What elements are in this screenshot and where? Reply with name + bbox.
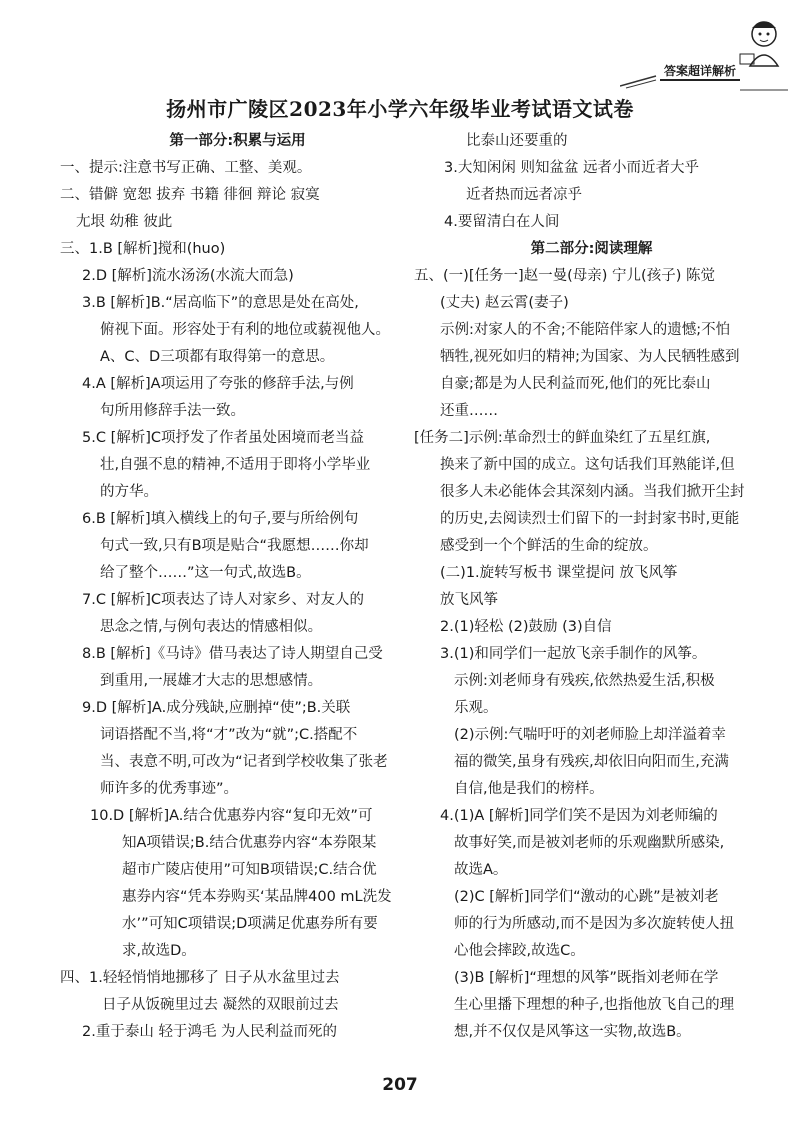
cartoon-mascot-icon [738,16,788,76]
answer-line: 近者热而远者凉乎 [466,187,582,203]
answer-line: 俯视下面。形容处于有利的地位或藐视他人。 [100,322,390,338]
answer-line: (丈夫) 赵云霄(妻子) [440,295,569,311]
answer-line: 四、1.轻轻悄悄地挪移了 日子从水盆里过去 [60,970,340,986]
answer-line: 知A项错误;B.结合优惠券内容“本券限某 [122,835,377,851]
answer-line: 3.B [解析]B.“居高临下”的意思是处在高处, [82,295,359,311]
answer-line: 10.D [解析]A.结合优惠券内容“复印无效”可 [90,808,373,824]
answer-line: 2.D [解析]流水汤汤(水流大而急) [82,268,294,284]
right-column [414,128,769,1046]
answer-line: 水’”可知C项错误;D项满足优惠券所有要 [122,916,378,932]
answer-line: (2)C [解析]同学们“激动的心跳”是被刘老 [454,889,719,905]
answer-line: 故选A。 [454,862,508,878]
answer-line: (2)示例:气喘吁吁的刘老师脸上却洋溢着幸 [454,727,726,743]
answer-line: 自豪;都是为人民利益而死,他们的死比泰山 [440,376,711,392]
answer-line: 二、错僻 宽恕 拔弃 书籍 徘徊 辩论 寂寞 [60,187,320,203]
answer-line: 9.D [解析]A.成分残缺,应删掉“使”;B.关联 [82,700,351,716]
answer-line: 8.B [解析]《马诗》借马表达了诗人期望自己受 [82,646,383,662]
section-heading: 第二部分:阅读理解 [530,241,653,257]
answer-line: 心他会摔跤,故选C。 [454,943,585,959]
section-heading: 第一部分:积累与运用 [169,133,306,149]
answer-line: 的方华。 [100,484,158,500]
answer-line: 4.A [解析]A项运用了夸张的修辞手法,与例 [82,376,354,392]
answer-line: 超市广陵店使用”可知B项错误;C.结合优 [122,862,377,878]
answer-line: 2.重于泰山 轻于鸿毛 为人民利益而死的 [82,1024,338,1040]
answer-line: 自信,他是我们的榜样。 [454,781,604,797]
answer-line: 3.大知闲闲 则知盆盆 远者小而近者大乎 [444,160,700,176]
answer-line: 故事好笑,而是被刘老师的乐观幽默所感染, [454,835,725,851]
page-number: 207 [382,1075,418,1095]
answer-line: 牺牲,视死如归的精神;为国家、为人民牺牲感到 [440,349,740,365]
answer-line: 感受到一个个鲜活的生命的绽放。 [440,538,658,554]
answer-line: 惠券内容“凭本券购买‘某品牌400 mL洗发 [122,889,392,905]
page-title: 扬州市广陵区2023年小学六年级毕业考试语文试卷 [166,97,634,121]
answer-line: 放飞风筝 [440,592,498,608]
answer-line: (二)1.旋转写板书 课堂提问 放飞风筝 [440,565,678,581]
answer-line: 师许多的优秀事迹”。 [100,781,239,797]
answer-line: 壮,自强不息的精神,不适用于即将小学毕业 [100,457,371,473]
answer-line: 很多人未必能体会其深刻内涵。当我们掀开尘封 [440,484,745,500]
answer-line: [任务二]示例:革命烈士的鲜血染红了五星红旗, [414,430,711,446]
answer-line: 示例:对家人的不舍;不能陪伴家人的遗憾;不怕 [440,322,731,338]
answer-line: 2.(1)轻松 (2)鼓励 (3)自信 [440,619,612,635]
left-column [60,128,415,1046]
answer-line: 一、提示:注意书写正确、工整、美观。 [60,160,312,176]
answer-line: 句式一致,只有B项是贴合“我愿想……你却 [100,538,369,554]
answer-line: 尢垠 幼稚 彼此 [76,214,173,230]
answer-line: 7.C [解析]C项表达了诗人对家乡、对友人的 [82,592,365,608]
answer-line: 日子从饭碗里过去 凝然的双眼前过去 [102,997,339,1013]
answer-line: 3.(1)和同学们一起放飞亲手制作的风筝。 [440,646,707,662]
answer-line: 5.C [解析]C项抒发了作者虽处困境而老当益 [82,430,365,446]
answer-line: 的历史,去阅读烈士们留下的一封封家书时,更能 [440,511,740,527]
answer-line: 五、(一)[任务一]赵一曼(母亲) 宁儿(孩子) 陈觉 [414,268,715,284]
answer-line: A、C、D三项都有取得第一的意思。 [100,349,335,365]
answer-line: 当、表意不明,可改为“记者到学校收集了张老 [100,754,388,770]
answer-line: 4.要留清白在人间 [444,214,560,230]
answer-line: 师的行为所感动,而不是因为多次旋转使人扭 [454,916,735,932]
answer-line: 想,并不仅仅是风筝这一实物,故选B。 [454,1024,691,1040]
header-label: 答案超详解析 [660,62,740,81]
answer-line: 思念之情,与例句表达的情感相似。 [100,619,323,635]
answer-line: 求,故选D。 [122,943,196,959]
answer-line: (3)B [解析]“理想的风筝”既指刘老师在学 [454,970,719,986]
answer-line: 比泰山还要重的 [466,133,568,149]
answer-line: 还重…… [440,403,498,419]
answer-line: 示例:刘老师身有残疾,依然热爱生活,积极 [454,673,715,689]
answer-line: 乐观。 [454,700,498,716]
answer-line: 换来了新中国的成立。这句话我们耳熟能详,但 [440,457,735,473]
answer-line: 6.B [解析]填入横线上的句子,要与所给例句 [82,511,359,527]
answer-line: 词语搭配不当,将“才”改为“就”;C.搭配不 [100,727,358,743]
answer-line: 到重用,一展雄才大志的思想感情。 [100,673,323,689]
answer-line: 4.(1)A [解析]同学们笑不是因为刘老师编的 [440,808,718,824]
header-decoration [620,16,790,86]
answer-line: 生心里播下理想的种子,也指他放飞自己的理 [454,997,735,1013]
answer-line: 给了整个……”这一句式,故选B。 [100,565,311,581]
answer-line: 福的微笑,虽身有残疾,却依旧向阳而生,充满 [454,754,729,770]
answer-line: 三、1.B [解析]搅和(huo) [60,241,226,257]
answer-line: 句所用修辞手法一致。 [100,403,245,419]
